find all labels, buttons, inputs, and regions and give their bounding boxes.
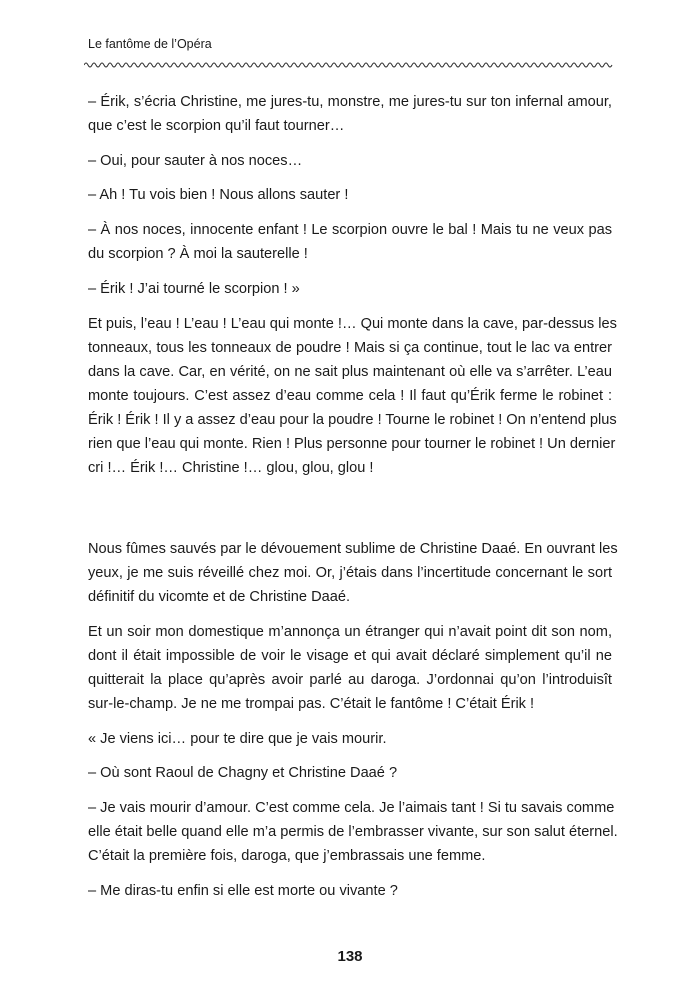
text-line: monte toujours. C’est assez d’eau comme cela ! Il faut qu’Érik ferme le robinet : bbox=[88, 388, 612, 404]
text-line: « Je viens ici… pour te dire que je vais mourir. bbox=[88, 731, 387, 747]
paragraph bbox=[88, 149, 612, 173]
text-line: – Ah ! Tu vois bien ! Nous allons sauter ! bbox=[88, 187, 349, 203]
paragraph bbox=[88, 277, 612, 301]
text-line: définitif du vicomte et de Christine Daaé. bbox=[88, 589, 351, 605]
text-line: yeux, je me suis réveillé chez moi. Or, j’étais dans l’incertitude concernant le sort bbox=[88, 565, 612, 581]
text-line: dont il était impossible de voir le visage et qui avait déclaré simplement qu’il ne bbox=[88, 648, 612, 664]
text-line: – Me diras-tu enfin si elle est morte ou vivante ? bbox=[88, 883, 398, 899]
text-line: – Oui, pour sauter à nos noces… bbox=[88, 153, 303, 169]
paragraph bbox=[88, 796, 618, 868]
text-line: quitterait la place qu’après avoir parlé au daroga. J’ordonnai qu’on l’introduisît bbox=[88, 672, 612, 688]
text-line: sur-le-champ. Je ne me trompai pas. C’était le fantôme ! C’était Érik ! bbox=[88, 696, 535, 712]
paragraph bbox=[88, 183, 612, 207]
text-line: – Où sont Raoul de Chagny et Christine Daaé ? bbox=[88, 765, 398, 781]
running-header: Le fantôme de l’Opéra bbox=[88, 37, 212, 51]
text-line: Et puis, l’eau ! L’eau ! L’eau qui monte !… Qui monte dans la cave, par-dessus les bbox=[88, 316, 617, 332]
text-line: Érik ! Érik ! Il y a assez d’eau pour la poudre ! Tourne le robinet ! On n’entend plus bbox=[88, 412, 617, 428]
text-line: du scorpion ? À moi la sauterelle ! bbox=[88, 246, 308, 262]
text-line: – Érik, s’écria Christine, me jures-tu, monstre, me jures-tu sur ton infernal amour, bbox=[88, 94, 612, 110]
paragraph bbox=[88, 218, 612, 266]
paragraph bbox=[88, 879, 612, 903]
text-line: – À nos noces, innocente enfant ! Le scorpion ouvre le bal ! Mais tu ne veux pas bbox=[88, 222, 612, 238]
text-line: C’était la première fois, daroga, que j’embrassais une femme. bbox=[88, 848, 486, 864]
text-line: Et un soir mon domestique m’annonça un étranger qui n’avait point dit son nom, bbox=[88, 624, 612, 640]
paragraph bbox=[88, 727, 612, 751]
paragraph bbox=[88, 761, 612, 785]
text-line: tonneaux, tous les tonneaux de poudre ! Mais si ça continue, tout le lac va entrer bbox=[88, 340, 612, 356]
paragraph bbox=[88, 537, 618, 609]
text-line: Nous fûmes sauvés par le dévouement sublime de Christine Daaé. En ouvrant les bbox=[88, 541, 618, 557]
paragraph bbox=[88, 312, 617, 480]
text-line: rien que l’eau qui monte. Rien ! Plus personne pour tourner le robinet ! Un dernier bbox=[88, 436, 616, 452]
wavy-divider bbox=[84, 60, 616, 70]
text-line: cri !… Érik !… Christine !… glou, glou, glou ! bbox=[88, 460, 374, 476]
text-line: que c’est le scorpion qu’il faut tourner… bbox=[88, 118, 345, 134]
text-line: – Érik ! J’ai tourné le scorpion ! » bbox=[88, 281, 300, 297]
page-number: 138 bbox=[337, 948, 363, 965]
text-line: dans la cave. Car, en vérité, on ne sait plus maintenant où elle va s’arrêter. L’eau bbox=[88, 364, 612, 380]
text-line: elle était belle quand elle m’a permis de l’embrasser vivante, sur son salut éternel. bbox=[88, 824, 618, 840]
paragraph bbox=[88, 620, 612, 716]
paragraph bbox=[88, 90, 612, 138]
text-line: – Je vais mourir d’amour. C’est comme cela. Je l’aimais tant ! Si tu savais comme bbox=[88, 800, 615, 816]
